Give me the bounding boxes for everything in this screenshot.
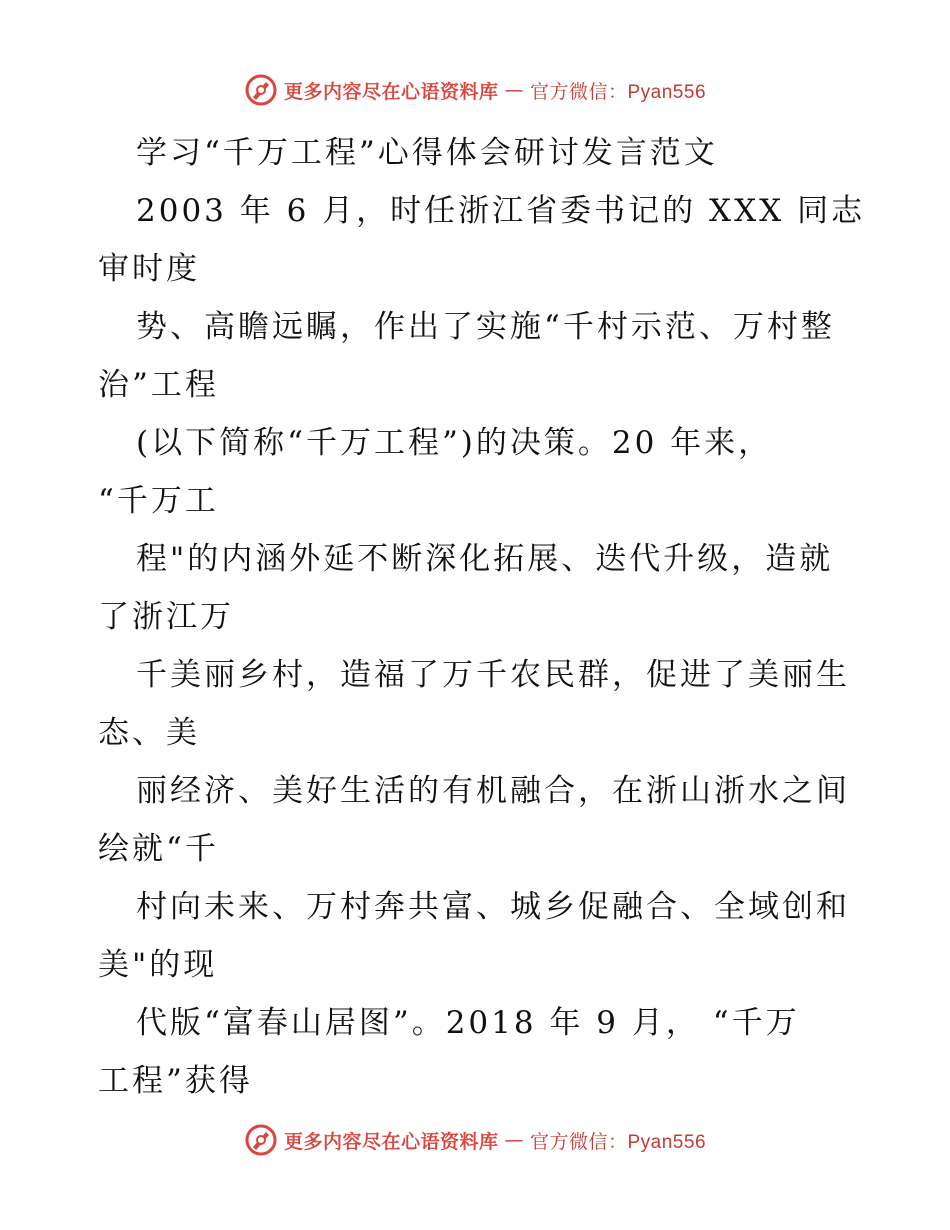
text-line: 丽经济、美好生活的有机融合，在浙山浙水之间 (136, 773, 850, 809)
header-watermark (0, 70, 950, 110)
text-line: 态、美 (98, 715, 200, 751)
watermark-main-text: 更多内容尽在心语资料库 (283, 80, 499, 103)
watermark-wechat-handle: 官方微信：Pyan556 (530, 81, 707, 103)
text-line: 了浙江万 (98, 599, 234, 635)
text-line: 村向未来、万村奔共富、城乡促融合、全域创和 (136, 889, 850, 925)
text-line: 程"的内涵外延不断深化拓展、迭代升级，造就 (136, 541, 834, 577)
watermark-main-text: 更多内容尽在心语资料库 (283, 1130, 499, 1153)
text-line: 工程”获得 (98, 1063, 253, 1099)
text-line: 2003 年 6 月，时任浙江省委书记的 XXX 同志 (136, 193, 866, 229)
text-line: 审时度 (98, 251, 200, 287)
text-line: 美"的现 (98, 947, 218, 983)
pen-logo-icon (244, 73, 278, 107)
text-line: 势、高瞻远瞩，作出了实施“千村示范、万村整 (136, 309, 835, 345)
watermark-separator: — (504, 1129, 524, 1151)
text-line: 绘就“千 (98, 831, 219, 867)
footer-watermark (0, 1120, 950, 1160)
text-line: 代版“富春山居图”。2018 年 9 月， “千万 (136, 1005, 800, 1041)
text-line: (以下简称“千万工程”)的决策。20 年来， (136, 425, 773, 461)
document-title: 学习“千万工程”心得体会研讨发言范文 (136, 135, 718, 171)
text-line: 治”工程 (98, 367, 219, 403)
text-line: 千美丽乡村，造福了万千农民群，促进了美丽生 (136, 657, 850, 693)
watermark-separator: — (504, 79, 524, 101)
pen-logo-icon (244, 1123, 278, 1157)
watermark-wechat-handle: 官方微信：Pyan556 (530, 1131, 707, 1153)
text-line: “千万工 (98, 483, 219, 519)
document-body (98, 124, 866, 1110)
